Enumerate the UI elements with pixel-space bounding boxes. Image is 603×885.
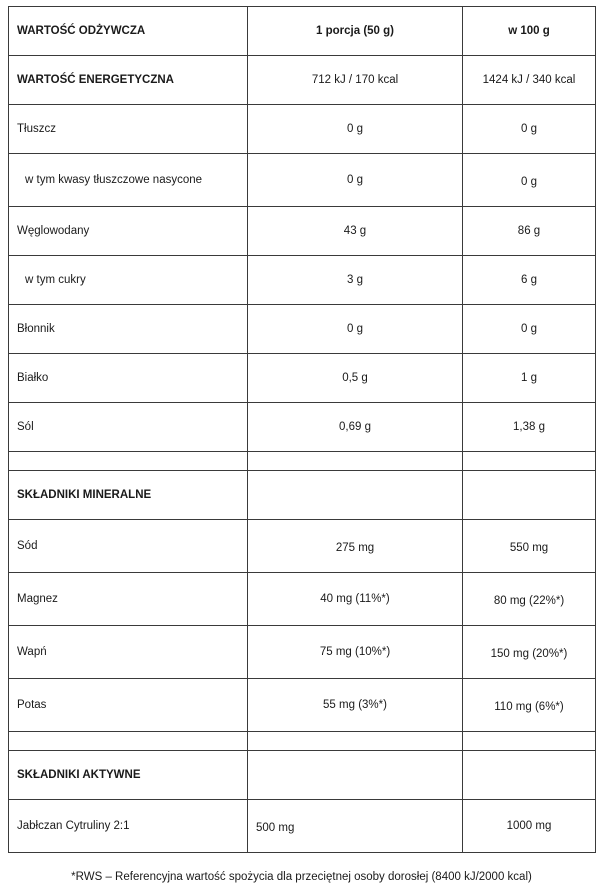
table-spacer-cell — [248, 452, 463, 471]
table-row — [9, 256, 596, 305]
table-row — [9, 105, 596, 154]
nutrient-label: Jabłczan Cytruliny 2:1 — [9, 800, 248, 853]
section-per100-cell — [463, 471, 596, 520]
nutrient-serving-value: 0,5 g — [248, 354, 463, 403]
nutrition-table-body — [9, 7, 596, 853]
nutrient-label: Białko — [9, 354, 248, 403]
nutrient-label: Potas — [9, 679, 248, 732]
nutrient-label: Sód — [9, 520, 248, 573]
table-row — [9, 679, 596, 732]
nutrient-serving-value: 275 mg — [248, 520, 463, 573]
table-row — [9, 354, 596, 403]
nutrient-per100-value: 80 mg (22%*) — [463, 573, 596, 626]
table-row — [9, 154, 596, 207]
nutrient-serving-value: 0 g — [248, 305, 463, 354]
table-row — [9, 207, 596, 256]
nutrient-per100-value: 110 mg (6%*) — [463, 679, 596, 732]
nutrient-label: Sól — [9, 403, 248, 452]
table-row — [9, 403, 596, 452]
table-section-row — [9, 471, 596, 520]
column-header-nutrient: WARTOŚĆ ODŻYWCZA — [9, 7, 248, 56]
nutrient-serving-value: 500 mg — [248, 800, 463, 853]
table-spacer-cell — [248, 732, 463, 751]
nutrient-per100-value: 0 g — [463, 305, 596, 354]
nutrient-per100-value: 1424 kJ / 340 kcal — [463, 56, 596, 105]
section-title: SKŁADNIKI MINERALNE — [9, 471, 248, 520]
table-spacer-cell — [9, 732, 248, 751]
nutrient-label: Błonnik — [9, 305, 248, 354]
nutrient-per100-value: 86 g — [463, 207, 596, 256]
nutrient-per100-value: 1,38 g — [463, 403, 596, 452]
nutrient-serving-value: 3 g — [248, 256, 463, 305]
nutrient-label: w tym cukry — [9, 256, 248, 305]
nutrient-serving-value: 75 mg (10%*) — [248, 626, 463, 679]
footnote: *RWS – Referencyjna wartość spożycia dla przeciętnej osoby dorosłej (8400 kJ/2000 kcal) — [71, 871, 532, 883]
nutrient-label: Wapń — [9, 626, 248, 679]
nutrient-serving-value: 40 mg (11%*) — [248, 573, 463, 626]
table-row — [9, 305, 596, 354]
section-per100-cell — [463, 751, 596, 800]
nutrient-label: Tłuszcz — [9, 105, 248, 154]
table-row — [9, 573, 596, 626]
table-row — [9, 626, 596, 679]
nutrient-per100-value: 150 mg (20%*) — [463, 626, 596, 679]
section-serving-cell — [248, 471, 463, 520]
table-spacer-cell — [9, 452, 248, 471]
nutrient-per100-value: 1000 mg — [463, 800, 596, 853]
nutrient-label: WARTOŚĆ ENERGETYCZNA — [9, 56, 248, 105]
nutrition-table — [8, 6, 596, 853]
column-header-per100: w 100 g — [463, 7, 596, 56]
section-serving-cell — [248, 751, 463, 800]
nutrient-serving-value: 712 kJ / 170 kcal — [248, 56, 463, 105]
nutrient-per100-value: 0 g — [463, 105, 596, 154]
table-row — [9, 520, 596, 573]
nutrient-serving-value: 43 g — [248, 207, 463, 256]
nutrient-per100-value: 0 g — [463, 154, 596, 207]
table-spacer-cell — [463, 452, 596, 471]
table-spacer-row — [9, 452, 596, 471]
table-spacer-cell — [463, 732, 596, 751]
nutrient-serving-value: 0 g — [248, 154, 463, 207]
nutrient-label: Magnez — [9, 573, 248, 626]
column-header-serving: 1 porcja (50 g) — [248, 7, 463, 56]
nutrient-serving-value: 55 mg (3%*) — [248, 679, 463, 732]
nutrient-per100-value: 6 g — [463, 256, 596, 305]
nutrient-serving-value: 0 g — [248, 105, 463, 154]
nutrient-label: Węglowodany — [9, 207, 248, 256]
table-header-row — [9, 7, 596, 56]
section-title: SKŁADNIKI AKTYWNE — [9, 751, 248, 800]
table-spacer-row — [9, 732, 596, 751]
nutrient-serving-value: 0,69 g — [248, 403, 463, 452]
table-row — [9, 800, 596, 853]
nutrient-per100-value: 1 g — [463, 354, 596, 403]
nutrient-per100-value: 550 mg — [463, 520, 596, 573]
nutrient-label: w tym kwasy tłuszczowe nasycone — [9, 154, 248, 207]
table-section-row — [9, 751, 596, 800]
table-row — [9, 56, 596, 105]
